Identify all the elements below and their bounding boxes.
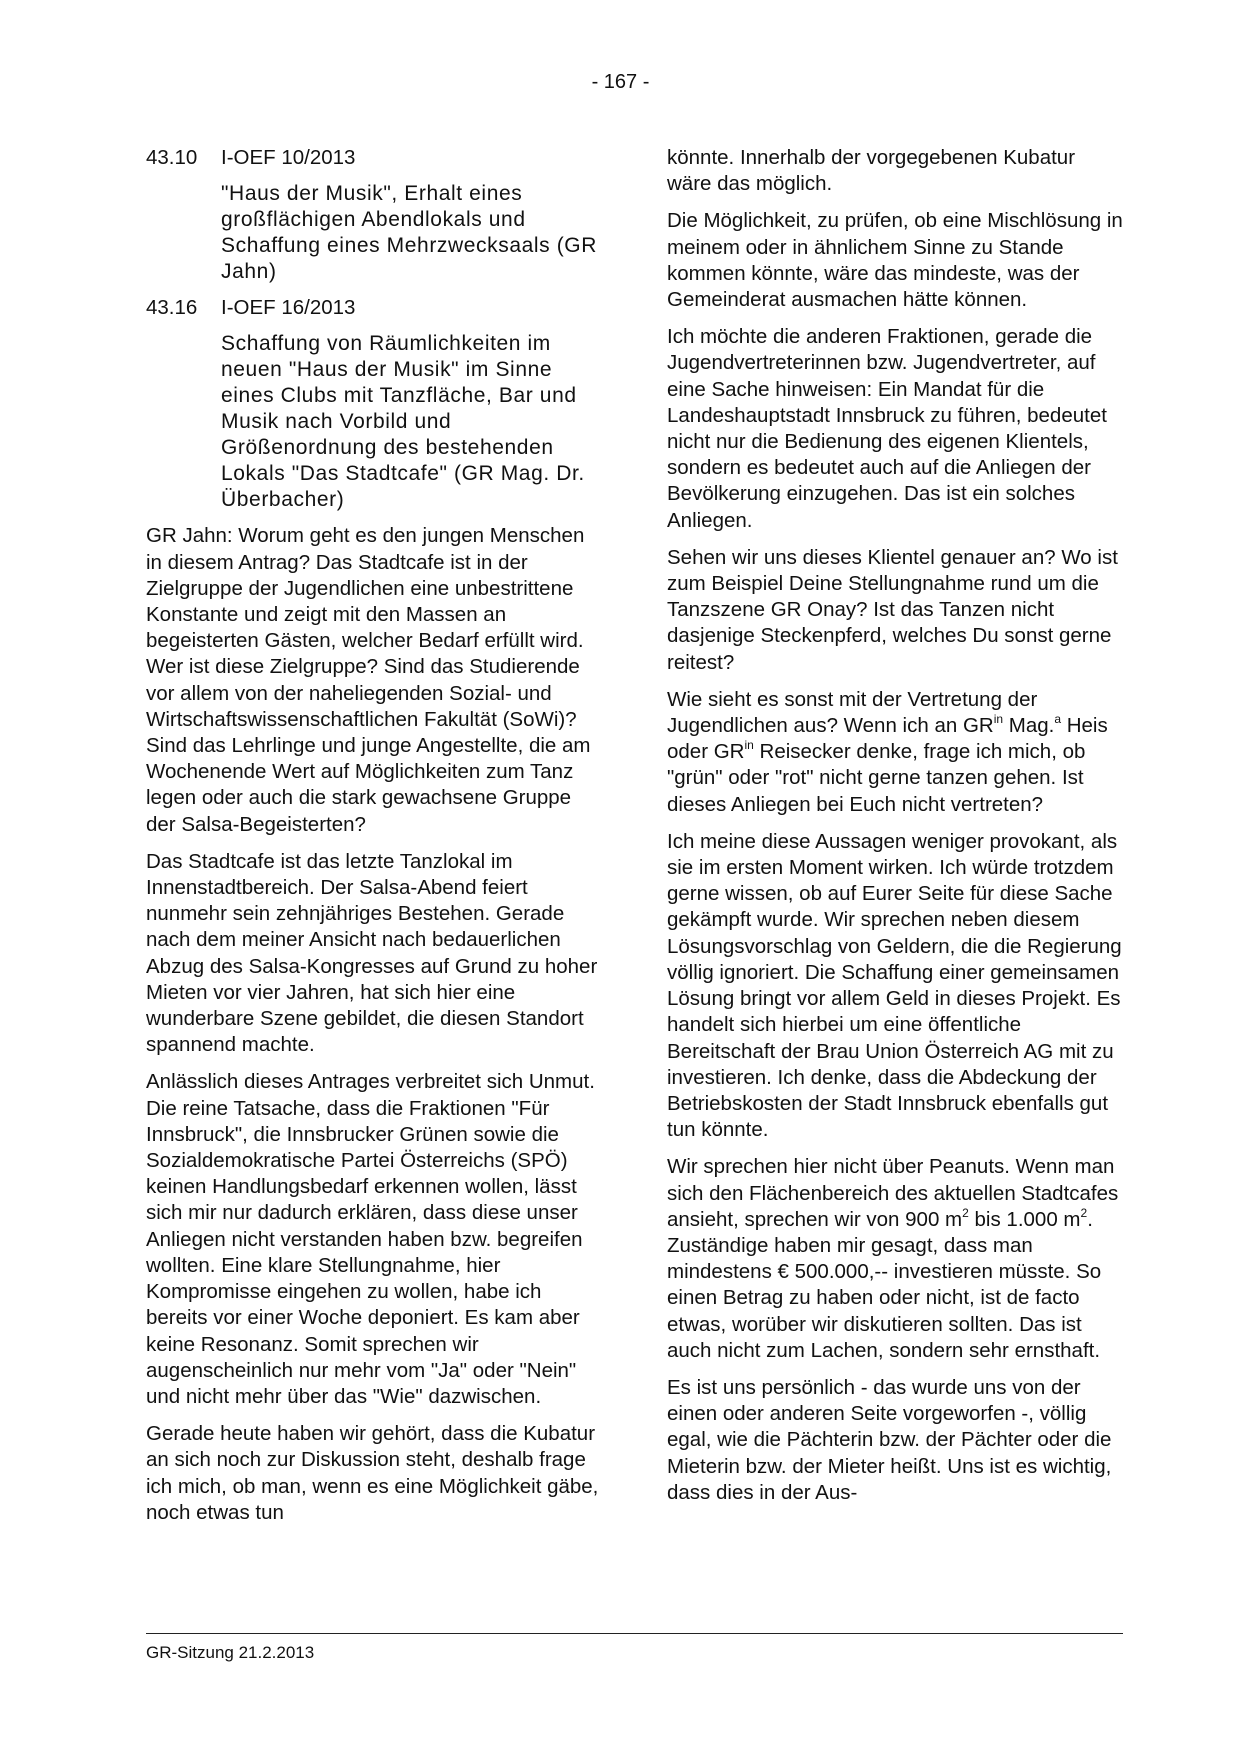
superscript: a	[1054, 712, 1062, 727]
footer-session-date: GR-Sitzung 21.2.2013	[146, 1643, 315, 1662]
item-number: 43.16	[146, 296, 198, 320]
item-title: Schaffung von Räumlichkeiten im neuen "Haus der Musik" im Sinne eines Clubs mit Tanzfläche, Bar und Musik nach Vorbild und Größenordnung des bestehenden Lokals "Das Stadtcafe" (GR Mag. Dr. Überbacher)	[221, 332, 585, 512]
superscript: 2	[1080, 1205, 1088, 1220]
agenda-item-43-16	[146, 295, 602, 513]
agenda-item-43-10	[146, 145, 602, 285]
item-title: "Haus der Musik", Erhalt eines großflächigen Abendlokals und Schaffung eines Mehrzwecksaals (GR Jahn)	[221, 182, 598, 284]
item-number: 43.10	[146, 146, 198, 169]
paragraph: GR Jahn: Worum geht es den jungen Menschen in diesem Antrag? Das Stadtcafe ist in der Zielgruppe der Jugendlichen eine unbestrittene Konstante und zeigt mit den Massen an begeisterten Gästen, welcher Bedarf erfüllt wird. Wer ist diese Zielgruppe? Sind das Studierende vor allem von der naheliegenden Sozial- und Wirtschaftswissenschaftlichen Fakultät (SoWi)? Sind das Lehrlinge und junge Angestellte, die am Wochenende Wert auf Möglichkeiten zum Tanz legen oder auch die stark gewachsene Gruppe der Salsa-Begeisterten?	[146, 524, 591, 836]
paragraph: Sehen wir uns dieses Klientel genauer an? Wo ist zum Beispiel Deine Stellungnahme rund um die Tanzszene GR Onay? Ist das Tanzen nicht dasjenige Steckenpferd, welches Du sonst gerne reitest?	[667, 545, 1118, 674]
text-run: Reisecker denke, frage ich mich, ob "grün" oder "rot" nicht gerne tanzen gehen. Ist dieses Anliegen bei Euch nicht vertreten?	[667, 740, 1086, 816]
paragraph	[667, 687, 1123, 818]
paragraph: Anlässlich dieses Antrages verbreitet sich Unmut. Die reine Tatsache, dass die Fraktionen "Für Innsbruck", die Innsbrucker Grünen sowie die Sozialdemokratische Partei Österreichs (SPÖ) keinen Handlungsbedarf erkennen wollen, lässt sich mir nur dadurch erklären, dass diese unser Anliegen nicht verstanden haben bzw. begreifen wollten. Eine klare Stellungnahme, hier Kompromisse eingehen zu wollen, habe ich bereits vor einer Woche deponiert. Es kam aber keine Resonanz. Somit sprechen wir augenscheinlich nur mehr vom "Ja" oder "Nein" und nicht mehr über das "Wie" dazwischen.	[146, 1070, 595, 1408]
text-run: . Zuständige haben mir gesagt, dass man mindestens € 500.000,-- investieren müsste. So einen Betrag zu haben oder nicht, ist de facto etwas, worüber wir diskutieren sollten. Das ist auch nicht zum Lachen, sondern sehr ernsthaft.	[667, 1207, 1102, 1362]
superscript: 2	[962, 1205, 969, 1220]
footer-divider	[146, 1633, 1123, 1634]
text-run: Wie sieht es sonst mit der Vertretung der Jugendlichen aus? Wenn ich an GR	[667, 687, 1038, 738]
paragraph: Ich meine diese Aussagen weniger provokant, als sie im ersten Moment wirken. Ich würde trotzdem gerne wissen, ob auf Eurer Seite für diese Sache gekämpft wurde. Wir sprechen neben diesem Lösungsvorschlag von Geldern, die die Regierung völlig ignoriert. Die Schaffung einer gemeinsamen Lösung bringt vor allem Geld in dieses Projekt. Es handelt sich hierbei um eine öffentliche Bereitschaft der Brau Union Österreich AG mit zu investieren. Ich denke, dass die Abdeckung der Betriebskosten der Stadt Innsbruck ebenfalls gut tun könnte.	[667, 829, 1122, 1142]
right-column	[667, 145, 1123, 1517]
text-run: Mag.	[1003, 714, 1055, 738]
superscript: in	[744, 738, 754, 753]
paragraph: Die Möglichkeit, zu prüfen, ob eine Mischlösung in meinem oder in ähnlichem Sinne zu Stande kommen könnte, wäre das mindeste, was der Gemeinderat ausmachen hätte können.	[667, 209, 1123, 312]
paragraph: Es ist uns persönlich - das wurde uns von der einen oder anderen Seite vorgeworfen -, völlig egal, wie die Pächterin bzw. der Pächter oder die Mieterin bzw. der Mieter heißt. Uns ist es wichtig, dass dies in der Aus-	[667, 1375, 1112, 1504]
item-code: I-OEF 16/2013	[221, 296, 356, 320]
paragraph: könnte. Innerhalb der vorgegebenen Kubatur wäre das möglich.	[667, 146, 1076, 196]
paragraph: Ich möchte die anderen Fraktionen, gerade die Jugendvertreterinnen bzw. Jugendvertreter, auf eine Sache hinweisen: Ein Mandat für die Landeshauptstadt Innsbruck zu führen, bedeutet nicht nur die Bedienung des eigenen Klientels, sondern es bedeutet auch auf die Anliegen der Bevölkerung einzugehen. Das ist ein solches Anliegen.	[667, 325, 1107, 532]
page-number: - 167 -	[591, 71, 650, 93]
superscript: in	[993, 712, 1004, 727]
item-code: I-OEF 10/2013	[221, 146, 356, 169]
left-column	[146, 145, 602, 1537]
paragraph: Das Stadtcafe ist das letzte Tanzlokal im Innenstadtbereich. Der Salsa-Abend feiert nunmehr sein zehnjähriges Bestehen. Gerade nach dem meiner Ansicht nach bedauerlichen Abzug des Salsa-Kongresses auf Grund zu hoher Mieten vor vier Jahren, hat sich hier eine wunderbare Szene gebildet, die diesen Standort spannend machte.	[146, 849, 598, 1057]
text-run: Wir sprechen hier nicht über Peanuts. Wenn man sich den Flächenbereich des aktuellen Stadtcafes ansieht, sprechen wir von 900 m	[667, 1155, 1119, 1231]
text-run: Heis oder GR	[667, 714, 1108, 764]
text-run: bis 1.000 m	[968, 1207, 1081, 1231]
paragraph	[667, 1154, 1123, 1364]
paragraph: Gerade heute haben wir gehört, dass die Kubatur an sich noch zur Diskussion steht, deshalb frage ich mich, ob man, wenn es eine Möglichkeit gäbe, noch etwas tun	[146, 1422, 599, 1524]
